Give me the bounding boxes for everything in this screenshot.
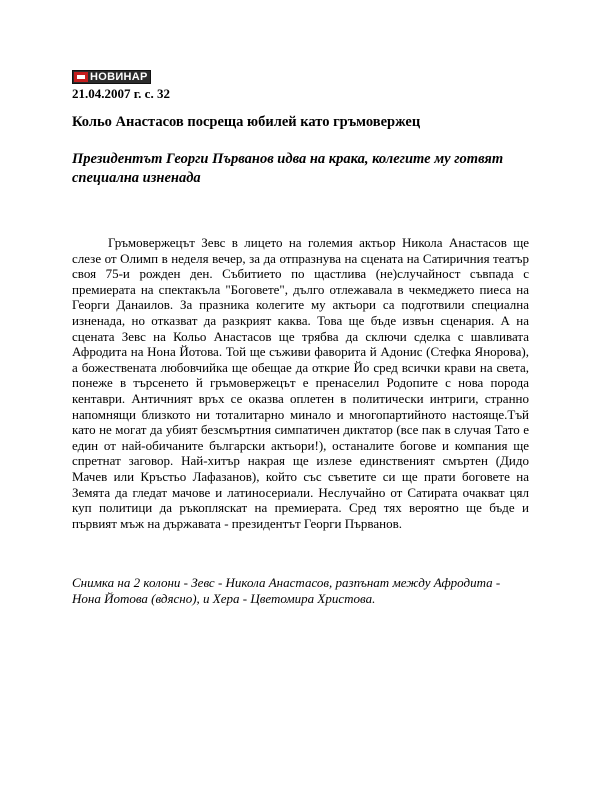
- photo-caption: Снимка на 2 колони - Зевс - Никола Анастасов, разпънат между Афродита - Нона Йотова (вдясно), и Хера - Цветомира Христова.: [72, 575, 501, 606]
- article-body: Гръмовержецът Зевс в лицето на големия актьор Никола Анастасов ще слезе от Олимп в неделя вечер, за да отпразнува на сцената на Сатиричния театър своя 75-и рожден ден. Събитието по щастлива (не)случайност съвпада с премиерата на спектакъла "Боговете", дълго отлежавала в чекмеджето пиеса на Георги Данаилов. За празника колегите му актьори са подготвили специална изненада, но отказват да разкрият каква. Това ще бъде извън сценария. А на сцената Зевс на Кольо Анастасов ще трябва да сключи сделка с шавливата Афродита на Нона Йотова. Той ще съживи фаворита й Адонис (Стефка Янорова), а божествената любовчийка ще обещае да открие Йо сред всички крави на света, понеже в търсенето й гръмовержецът е пренаселил Родопите с нова порода кентаври. Античният връх се оказва оплетен в политически интриги, странно напомнящи близкото ни тоталитарно минало и многопартийното настояще.Тъй като не могат да убият безсмъртния симпатичен диктатор (все пак в случая Тато е един от най-обичаните български актьори!), останалите богове и компания ще спретнат заговор. Най-хитър накрая ще излезе единственият смъртен (Дидо Мачев или Кръстьо Лафазанов), който със съветите си ще прати боговете на Земята да гледат мачове и латиносериали. Неслучайно от Сатирата очакват цял куп политици да ръкопляскат на премиерата. Сред тях вероятно ще бъде и първият мъж на държавата - президентът Георги Първанов.: [72, 235, 529, 531]
- logo-text: НОВИНАР: [90, 71, 148, 83]
- logo-mark-icon: [74, 72, 88, 82]
- article-headline: Кольо Анастасов посреща юбилей като гръмовержец: [72, 114, 421, 130]
- dateline: 21.04.2007 г. с. 32: [72, 86, 170, 101]
- newspaper-logo: [72, 70, 151, 84]
- article-subheadline: Президентът Георги Първанов идва на крака, колегите му готвят специална изненада: [72, 151, 504, 186]
